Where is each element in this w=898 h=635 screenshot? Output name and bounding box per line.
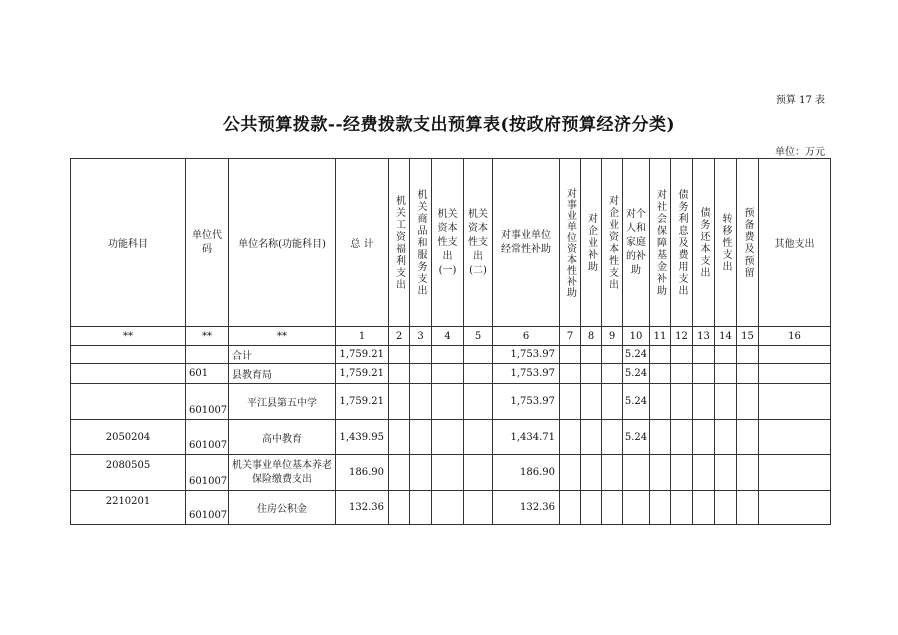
func-code-cell: 2080505: [71, 455, 186, 491]
index-cell: 4: [432, 327, 464, 346]
header-c7: 对事业单位资本性补助: [560, 159, 581, 327]
c6-cell: 1,753.97: [493, 364, 560, 384]
table-row: [71, 364, 831, 384]
index-cell: **: [186, 327, 229, 346]
unit-name-cell: 平江县第五中学: [229, 384, 336, 420]
c6-cell: 1,753.97: [493, 384, 560, 420]
header-c4: 机关资本性支出(一): [432, 159, 464, 327]
unit-name-cell: 住房公积金: [229, 491, 336, 525]
unit-name-cell: 合计: [229, 346, 336, 364]
func-code-cell: [71, 384, 186, 420]
table-row: [71, 491, 831, 525]
header-c14: 转移性支出: [715, 159, 737, 327]
index-cell: **: [71, 327, 186, 346]
unit-code-cell: [186, 346, 229, 364]
index-cell: 5: [464, 327, 493, 346]
unit-code-cell: 601: [186, 364, 229, 384]
unit-code-cell: 601007: [186, 455, 229, 491]
header-func: 功能科目: [71, 159, 186, 327]
index-cell: 10: [623, 327, 650, 346]
header-c8: 对企业补助: [581, 159, 602, 327]
c6-cell: 1,753.97: [493, 346, 560, 364]
c6-cell: 1,434.71: [493, 420, 560, 455]
c10-cell: 5.24: [623, 364, 650, 384]
c6-cell: 132.36: [493, 491, 560, 525]
index-cell: 1: [336, 327, 389, 346]
c6-cell: 186.90: [493, 455, 560, 491]
unit-name-cell: 机关事业单位基本养老保险缴费支出: [229, 455, 336, 491]
c10-cell: 5.24: [623, 346, 650, 364]
index-cell: 12: [671, 327, 693, 346]
c10-cell: 5.24: [623, 420, 650, 455]
total-cell: 186.90: [336, 455, 389, 491]
unit-name-cell: 县教育局: [229, 364, 336, 384]
index-cell: 7: [560, 327, 581, 346]
func-code-cell: [71, 364, 186, 384]
index-cell: 9: [602, 327, 623, 346]
table-row: [71, 384, 831, 420]
func-code-cell: 2210201: [71, 491, 186, 525]
index-cell: 8: [581, 327, 602, 346]
header-c16: 其他支出: [759, 159, 831, 327]
header-code: 单位代码: [186, 159, 229, 327]
c10-cell: [623, 455, 650, 491]
c10-cell: 5.24: [623, 384, 650, 420]
unit-name-cell: 高中教育: [229, 420, 336, 455]
total-cell: 1,759.21: [336, 346, 389, 364]
header-total: 总 计: [336, 159, 389, 327]
total-cell: 1,439.95: [336, 420, 389, 455]
index-cell: 14: [715, 327, 737, 346]
table-number: 预算 17 表: [775, 95, 825, 106]
unit-code-cell: 601007: [186, 420, 229, 455]
header-row: [71, 159, 831, 327]
unit-label: 单位：万元: [775, 147, 825, 158]
header-c12: 债务利息及费用支出: [671, 159, 693, 327]
header-c2: 机关工资福利支出: [389, 159, 410, 327]
index-row: [71, 327, 831, 346]
total-cell: 132.36: [336, 491, 389, 525]
func-code-cell: [71, 346, 186, 364]
table-row: [71, 420, 831, 455]
unit-code-cell: 601007: [186, 491, 229, 525]
header-c6: 对事业单位经常性补助: [493, 159, 560, 327]
budget-table: [70, 158, 831, 525]
unit-code-cell: 601007: [186, 384, 229, 420]
c10-cell: [623, 491, 650, 525]
index-cell: 11: [650, 327, 671, 346]
index-cell: 3: [410, 327, 432, 346]
page-title: 公共预算拨款--经费拨款支出预算表(按政府预算经济分类): [222, 115, 676, 135]
index-cell: 6: [493, 327, 560, 346]
header-c11: 对社会保障基金补助: [650, 159, 671, 327]
table-row: [71, 346, 831, 364]
total-cell: 1,759.21: [336, 364, 389, 384]
header-c15: 预备费及预留: [737, 159, 759, 327]
header-c3: 机关商品和服务支出: [410, 159, 432, 327]
table-row: [71, 455, 831, 491]
header-name: 单位名称(功能科目): [229, 159, 336, 327]
index-cell: 16: [759, 327, 831, 346]
index-cell: 13: [693, 327, 715, 346]
index-cell: **: [229, 327, 336, 346]
header-c5: 机关资本性支出(二): [464, 159, 493, 327]
header-c10: 对个人和家庭的补助: [623, 159, 650, 327]
func-code-cell: 2050204: [71, 420, 186, 455]
total-cell: 1,759.21: [336, 384, 389, 420]
index-cell: 2: [389, 327, 410, 346]
header-c9: 对企业资本性支出: [602, 159, 623, 327]
header-c13: 债务还本支出: [693, 159, 715, 327]
index-cell: 15: [737, 327, 759, 346]
